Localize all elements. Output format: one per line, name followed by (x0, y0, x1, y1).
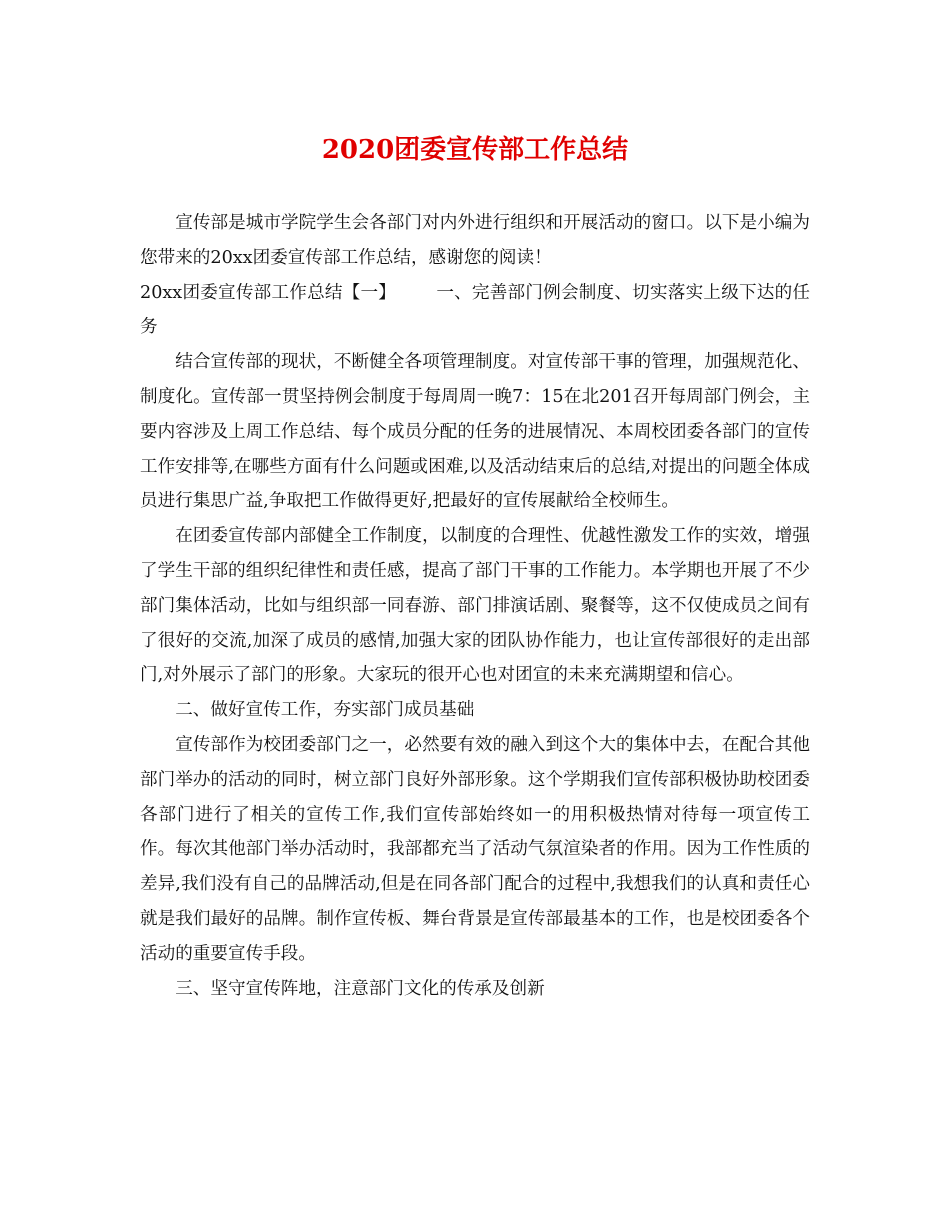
subsection-heading: 三、坚守宣传阵地，注意部门文化的传承及创新 (175, 978, 545, 999)
document-body (140, 206, 810, 1006)
body-paragraph: 在团委宣传部内部健全工作制度，以制度的合理性、优越性激发工作的实效，增强了学生干部的组织纪律性和责任感，提高了部门干事的工作能力。本学期也开展了不少部门集体活动，比如与组织部一同春游、部门排演话剧、聚餐等，这不仅使成员之间有了很好的交流,加深了成员的感情,加强大家的团队协作能力，也让宣传部很好的走出部门,对外展示了部门的形象。大家玩的很开心也对团宣的未来充满期望和信心。 (140, 526, 810, 686)
subsection-heading: 二、做好宣传工作，夯实部门成员基础 (175, 700, 475, 721)
intro-paragraph: 宣传部是城市学院学生会各部门对内外进行组织和开展活动的窗口。以下是小编为您带来的20xx团委宣传部工作总结，感谢您的阅读！ (140, 213, 810, 268)
body-paragraph: 结合宣传部的现状，不断健全各项管理制度。对宣传部干事的管理，加强规范化、制度化。宣传部一贯坚持例会制度于每周周一晚7：15在北201召开每周部门例会，主要内容涉及上周工作总结、每个成员分配的任务的进展情况、本周校团委各部门的宣传工作安排等,在哪些方面有什么问题或困难,以及活动结束后的总结,对提出的问题全体成员进行集思广益,争取把工作做得更好,把最好的宣传展献给全校师生。 (140, 352, 810, 512)
section-subheading: 一、完善部门例会制度、切实落实上级下达的任务 (140, 282, 811, 338)
body-paragraph: 宣传部作为校团委部门之一，必然要有效的融入到这个大的集体中去，在配合其他部门举办的活动的同时，树立部门良好外部形象。这个学期我们宣传部积极协助校团委各部门进行了相关的宣传工作,我们宣传部始终如一的用积极热情对待每一项宣传工作。每次其他部门举办活动时，我部都充当了活动气氛渲染者的作用。因为工作性质的差异,我们没有自己的品牌活动,但是在同各部门配合的过程中,我想我们的认真和责任心就是我们最好的品牌。制作宣传板、舞台背景是宣传部最基本的工作，也是校团委各个活动的重要宣传手段。 (140, 734, 810, 964)
section-heading: 20xx团委宣传部工作总结【一】 (140, 282, 397, 303)
section-heading-line (140, 276, 810, 346)
document-title: 2020团委宣传部工作总结 (321, 135, 629, 165)
